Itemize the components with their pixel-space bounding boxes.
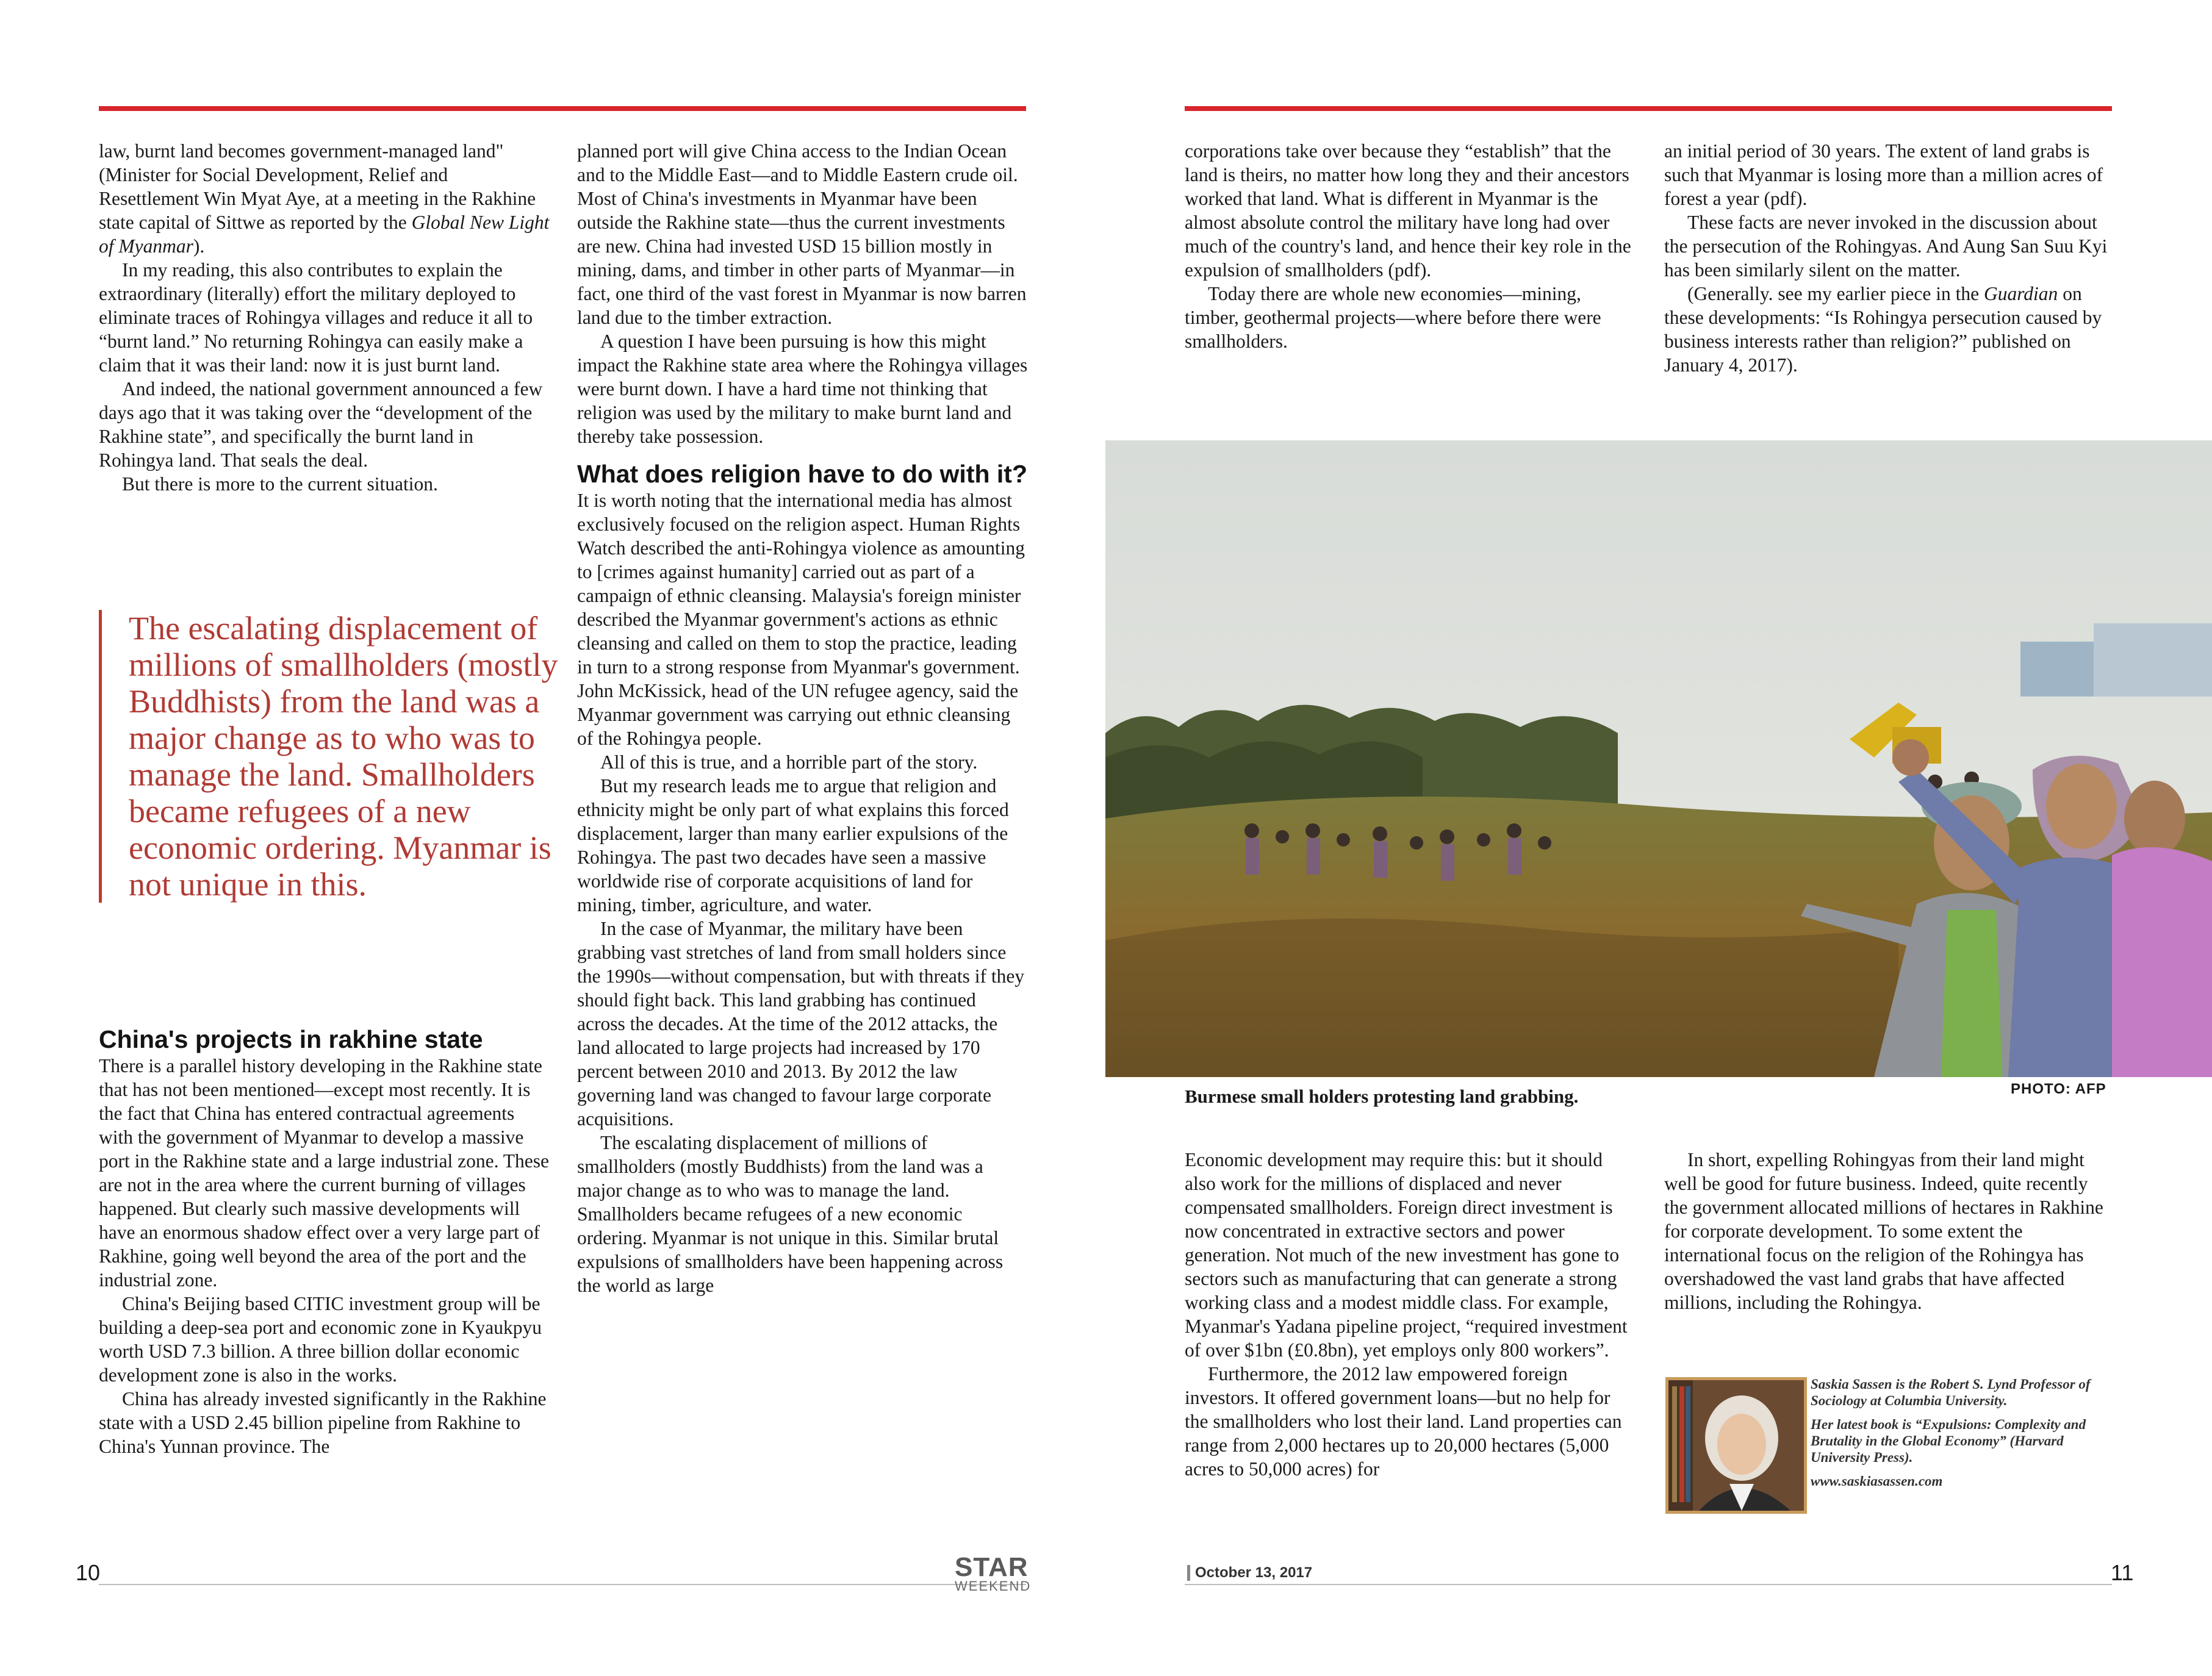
bio-line: Her latest book is “Expulsions: Complexity and Brutality in the Global Economy” (Harvard University Press). bbox=[1811, 1417, 2086, 1465]
article-column-6 bbox=[1664, 1148, 2116, 1314]
author-bio bbox=[1811, 1376, 2116, 1497]
paragraph: China's Beijing based CITIC investment group will be building a deep-sea port and economic zone in Kyaukpyu worth USD 7.3 billion. A three billion dollar economic development zone is also in the works. bbox=[99, 1293, 542, 1386]
page-number-right: 11 bbox=[2111, 1560, 2134, 1585]
page-number-left: 10 bbox=[76, 1560, 101, 1585]
paragraph: Today there are whole new economies—mining, timber, geothermal projects—where before there were smallholders. bbox=[1185, 283, 1601, 352]
paragraph: It is worth noting that the international media has almost exclusively focused on the religion aspect. Human Rights Watch described the anti-Rohingya violence as amounting to [crimes against humanity] carried out as part of a campaign of ethnic cleansing. Malaysia's foreign minister described the Myanmar government's actions as ethnic cleansing and called on them to stop the practice, leading in turn to a strong response from Myanmar's government. John McKissick, head of the UN refugee agency, said the Myanmar government was carrying out ethnic cleansing of the Rohingya people. bbox=[577, 490, 1025, 749]
bio-line: Saskia Sassen is the Robert S. Lynd Professor of Sociology at Columbia University. bbox=[1811, 1377, 2091, 1408]
article-column-2 bbox=[577, 139, 1029, 1297]
paragraph: Furthermore, the 2012 law empowered foreign investors. It offered government loans—but no help for the smallholders who lost their land. Land properties can range from 2,000 hectares up to 20,000 hectares (5,000 acres to 50,000 acres) for bbox=[1185, 1363, 1622, 1480]
article-column-3 bbox=[1185, 139, 1636, 353]
paragraph: But there is more to the current situation. bbox=[122, 473, 438, 495]
subheading-religion: What does religion have to do with it? bbox=[577, 460, 1027, 488]
author-photo bbox=[1665, 1377, 1807, 1514]
footer-rule-right bbox=[1185, 1584, 2112, 1585]
paragraph: law, burnt land becomes government-managed land" (Minister for Social Development, Relief and Resettlement Win Myat Aye, at a meeting in the Rakhine state capital of Sittwe as reported by the Global New Light of Myanmar). bbox=[99, 140, 550, 257]
photo-credit: PHOTO: AFP bbox=[2011, 1081, 2106, 1097]
paragraph: In my reading, this also contributes to explain the extraordinary (literally) effort the military deployed to eliminate traces of Rohingya villages and reduce it all to “burnt land.” No returning Rohingya can easily make a claim that it was their land: now it is just burnt land. bbox=[99, 259, 533, 376]
paragraph: In the case of Myanmar, the military have been grabbing vast stretches of land from small holders since the 1990s—without compensation, but with threats if they should fight back. This land grabbing has continued across the decades. At the time of the 2012 attacks, the land allocated to large projects had increased by 170 percent between 2010 and 2013. By 2012 the law governing land was changed to favour large corporate acquisitions. bbox=[577, 918, 1025, 1130]
star-weekend-logo bbox=[955, 1552, 1032, 1594]
author-website: www.saskiasassen.com bbox=[1811, 1474, 1943, 1489]
paragraph: A question I have been pursuing is how this might impact the Rakhine state area where the Rohingya villages were burnt down. I have a hard time not thinking that religion was used by the military to make burnt land and thereby take possession. bbox=[577, 331, 1028, 447]
paragraph: an initial period of 30 years. The extent of land grabs is such that Myanmar is losing more than a million acres of forest a year (pdf). bbox=[1664, 140, 2103, 209]
paragraph: But my research leads me to argue that religion and ethnicity might be only part of what explains this forced displacement, larger than many earlier expulsions of the Rohingya. The past two decades have seen a massive worldwide rise of corporate acquisitions of land for mining, timber, agriculture, and water. bbox=[577, 775, 1009, 915]
paragraph: The escalating displacement of millions of smallholders (mostly Buddhists) from the land was a major change as to who was to manage the land. Smallholders became refugees of a new economic ordering. Myanmar is not unique in this. Similar brutal expulsions of smallholders have been happening across the world as large bbox=[577, 1132, 1004, 1296]
logo-star-text: STAR bbox=[955, 1552, 1029, 1582]
footer-rule-left bbox=[99, 1584, 1026, 1585]
article-column-5 bbox=[1185, 1148, 1636, 1481]
paragraph: Economic development may require this: but it should also work for the millions of displaced and never compensated smallholders. Foreign direct investment is now concentrated in extractive sectors and power generation. Not much of the new investment has gone to sectors such as manufacturing that can generate a strong working class and a modest middle class. For example, Myanmar's Yadana pipeline project, “required investment of over $1bn (£0.8bn), yet employs only 800 workers”. bbox=[1185, 1149, 1628, 1361]
article-column-1 bbox=[99, 139, 550, 496]
paragraph: In short, expelling Rohingyas from their land might well be good for future business. Indeed, quite recently the government allocated millions of hectares in Rakhine for corporate development. To some extent the international focus on the religion of the Rohingya has overshadowed the vast land grabs that have affected millions, including the Rohingya. bbox=[1664, 1149, 2103, 1313]
paragraph: corporations take over because they “establish” that the land is theirs, no matter how long they and their ancestors worked that land. What is different in Myanmar is the almost absolute control the military have long had over much of the country's land, and hence their key role in the expulsion of smallholders (pdf). bbox=[1185, 140, 1631, 281]
issue-date: October 13, 2017 bbox=[1187, 1565, 1312, 1581]
protest-photo bbox=[1105, 440, 2212, 1077]
top-rule-left bbox=[99, 106, 1026, 111]
paragraph: There is a parallel history developing in the Rakhine state that has not been mentioned—except most recently. It is the fact that China has entered contractual agreements with the government of Myanmar to develop a massive port in the Rakhine state and a large industrial zone. These are not in the area where the current burning of villages happened. But clearly such massive developments will have an enormous shadow effect over a very large part of Rakhine, going well beyond the area of the port and the industrial zone. bbox=[99, 1055, 549, 1291]
article-column-1-lower bbox=[99, 1025, 550, 1458]
paragraph: And indeed, the national government announced a few days ago that it was taking over the “development of the Rakhine state”, and specifically the burnt land in Rohingya land. That seals the deal. bbox=[99, 378, 543, 471]
photo-caption: Burmese small holders protesting land grabbing. bbox=[1185, 1086, 1579, 1107]
paragraph: (Generally. see my earlier piece in the Guardian on these developments: “Is Rohingya persecution caused by business interests rather than religion?” published on January 4, 2017). bbox=[1664, 283, 2102, 376]
top-rule-right bbox=[1185, 106, 2112, 111]
pull-quote: The escalating displacement of millions of smallholders (mostly Buddhists) from the land was a major change as to who was to manage the land. Smallholders became refugees of a new economic ordering. Myanmar is not unique in this. bbox=[99, 610, 580, 903]
article-column-4 bbox=[1664, 139, 2116, 377]
logo-weekend-text: WEEKEND bbox=[955, 1578, 1032, 1594]
paragraph: planned port will give China access to the Indian Ocean and to the Middle East—and to Middle Eastern crude oil. Most of China's investments in Myanmar have been outside the Rakhine state—thus the current investments are new. China had invested USD 15 billion mostly in mining, dams, and timber in other parts of Myanmar—in fact, one third of the vast forest in Myanmar is now barren land due to the timber extraction. bbox=[577, 140, 1027, 328]
subheading-china-projects: China's projects in rakhine state bbox=[99, 1025, 483, 1053]
paragraph: China has already invested significantly in the Rakhine state with a USD 2.45 billion pipeline from Rakhine to China's Yunnan province. The bbox=[99, 1388, 547, 1457]
paragraph: All of this is true, and a horrible part of the story. bbox=[600, 751, 978, 773]
paragraph: These facts are never invoked in the discussion about the persecution of the Rohingyas. And Aung San Suu Kyi has been similarly silent on the matter. bbox=[1664, 212, 2108, 281]
